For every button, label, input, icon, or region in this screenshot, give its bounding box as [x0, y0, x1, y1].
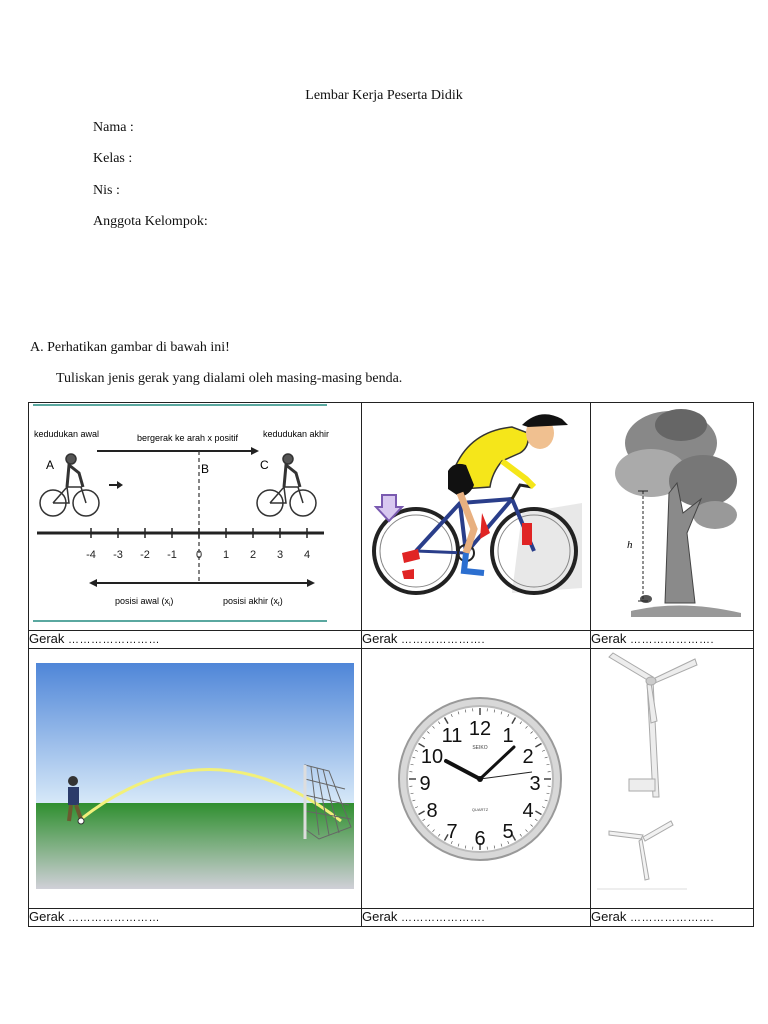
- tick-label: 1: [222, 549, 230, 561]
- point-c-label: C: [260, 458, 269, 472]
- wind-turbine-icon: [609, 653, 697, 797]
- clock-icon: [399, 698, 561, 860]
- clock-numeral: 10: [420, 746, 444, 768]
- kelas-field-label: Kelas :: [93, 151, 133, 166]
- tick-label: -1: [167, 549, 177, 561]
- clock-numeral: 4: [522, 800, 534, 822]
- gerak-label: Gerak: [591, 631, 627, 646]
- tick-label: 3: [276, 549, 284, 561]
- section-a-heading: A. Perhatikan gambar di bawah ini!: [30, 340, 230, 355]
- page-title: Lembar Kerja Peserta Didik: [305, 88, 463, 103]
- clock-numeral: 9: [419, 773, 431, 795]
- tick-label: 2: [249, 549, 257, 561]
- section-a-instruction: Tuliskan jenis gerak yang dialami oleh masing-masing benda.: [56, 371, 403, 386]
- direction-label: bergerak ke arah x positif: [137, 433, 239, 443]
- nama-field-label: Nama :: [93, 120, 134, 135]
- answer-blank: ……………………: [68, 634, 161, 646]
- clock-numeral: 5: [502, 821, 514, 843]
- tree-icon: [615, 409, 741, 617]
- tick-label: -4: [86, 549, 96, 561]
- cell-wind-turbine: [591, 649, 754, 909]
- clock-numeral: 8: [426, 800, 438, 822]
- clock-numeral: 11: [441, 725, 463, 747]
- clock-numeral: 1: [502, 725, 514, 747]
- table-row: [29, 631, 754, 649]
- clock-numeral: 6: [474, 828, 486, 850]
- clock-numeral: 3: [529, 773, 541, 795]
- tree-image: [591, 403, 754, 630]
- clock-brand: SEIKO: [472, 745, 488, 751]
- cell-cyclist: [362, 403, 591, 631]
- motion-table: [28, 402, 754, 927]
- gerak-label: Gerak: [29, 909, 65, 924]
- caption-cell-2[interactable]: [362, 631, 591, 649]
- height-label: h: [627, 539, 633, 551]
- tick-label: 4: [303, 549, 311, 561]
- clock-numeral: 12: [468, 718, 492, 740]
- caption-cell-5[interactable]: [362, 909, 591, 927]
- point-a-label: A: [46, 458, 55, 472]
- position-diagram: [29, 403, 362, 630]
- answer-blank: ………………….: [401, 912, 486, 924]
- cell-position-diagram: [29, 403, 362, 631]
- caption-cell-4[interactable]: [29, 909, 362, 927]
- gerak-label: Gerak: [362, 909, 398, 924]
- gerak-label: Gerak: [362, 631, 398, 646]
- gerak-label: Gerak: [29, 631, 65, 646]
- caption-cell-3[interactable]: [591, 631, 754, 649]
- initial-position-label: posisi awal $(x_i)$: [115, 596, 174, 608]
- answer-blank: ……………………: [68, 912, 161, 924]
- wall-clock-image: [362, 649, 591, 908]
- start-position-label: kedudukan awal: [34, 429, 100, 439]
- tick-label: -3: [113, 549, 123, 561]
- table-row: [29, 403, 754, 631]
- wind-turbine-small-icon: [609, 821, 673, 880]
- clock-model: QUARTZ: [471, 807, 489, 812]
- gerak-label: Gerak: [591, 909, 627, 924]
- end-position-label: kedudukan akhir: [263, 429, 330, 439]
- table-row: [29, 649, 754, 909]
- nis-field-label: Nis :: [93, 183, 120, 198]
- point-b-label: B: [201, 462, 210, 476]
- tick-label: -2: [140, 549, 150, 561]
- answer-blank: ………………….: [630, 912, 715, 924]
- clock-numeral: 2: [522, 746, 534, 768]
- answer-blank: ………………….: [630, 634, 715, 646]
- anggota-kelompok-label: Anggota Kelompok:: [93, 214, 208, 229]
- wind-turbine-image: [591, 649, 754, 908]
- answer-blank: ………………….: [401, 634, 486, 646]
- axis-tick-labels: [86, 549, 310, 561]
- cell-tree: [591, 403, 754, 631]
- cell-projectile: [29, 649, 362, 909]
- tick-label: 0: [195, 549, 203, 561]
- final-position-label: posisi akhir $(x_t)$: [223, 596, 283, 608]
- projectile-image: [29, 649, 362, 908]
- cell-clock: [362, 649, 591, 909]
- caption-cell-6[interactable]: [591, 909, 754, 927]
- table-row: [29, 909, 754, 927]
- caption-cell-1[interactable]: [29, 631, 362, 649]
- clock-numeral: 7: [446, 821, 458, 843]
- cyclist-image: [362, 403, 591, 630]
